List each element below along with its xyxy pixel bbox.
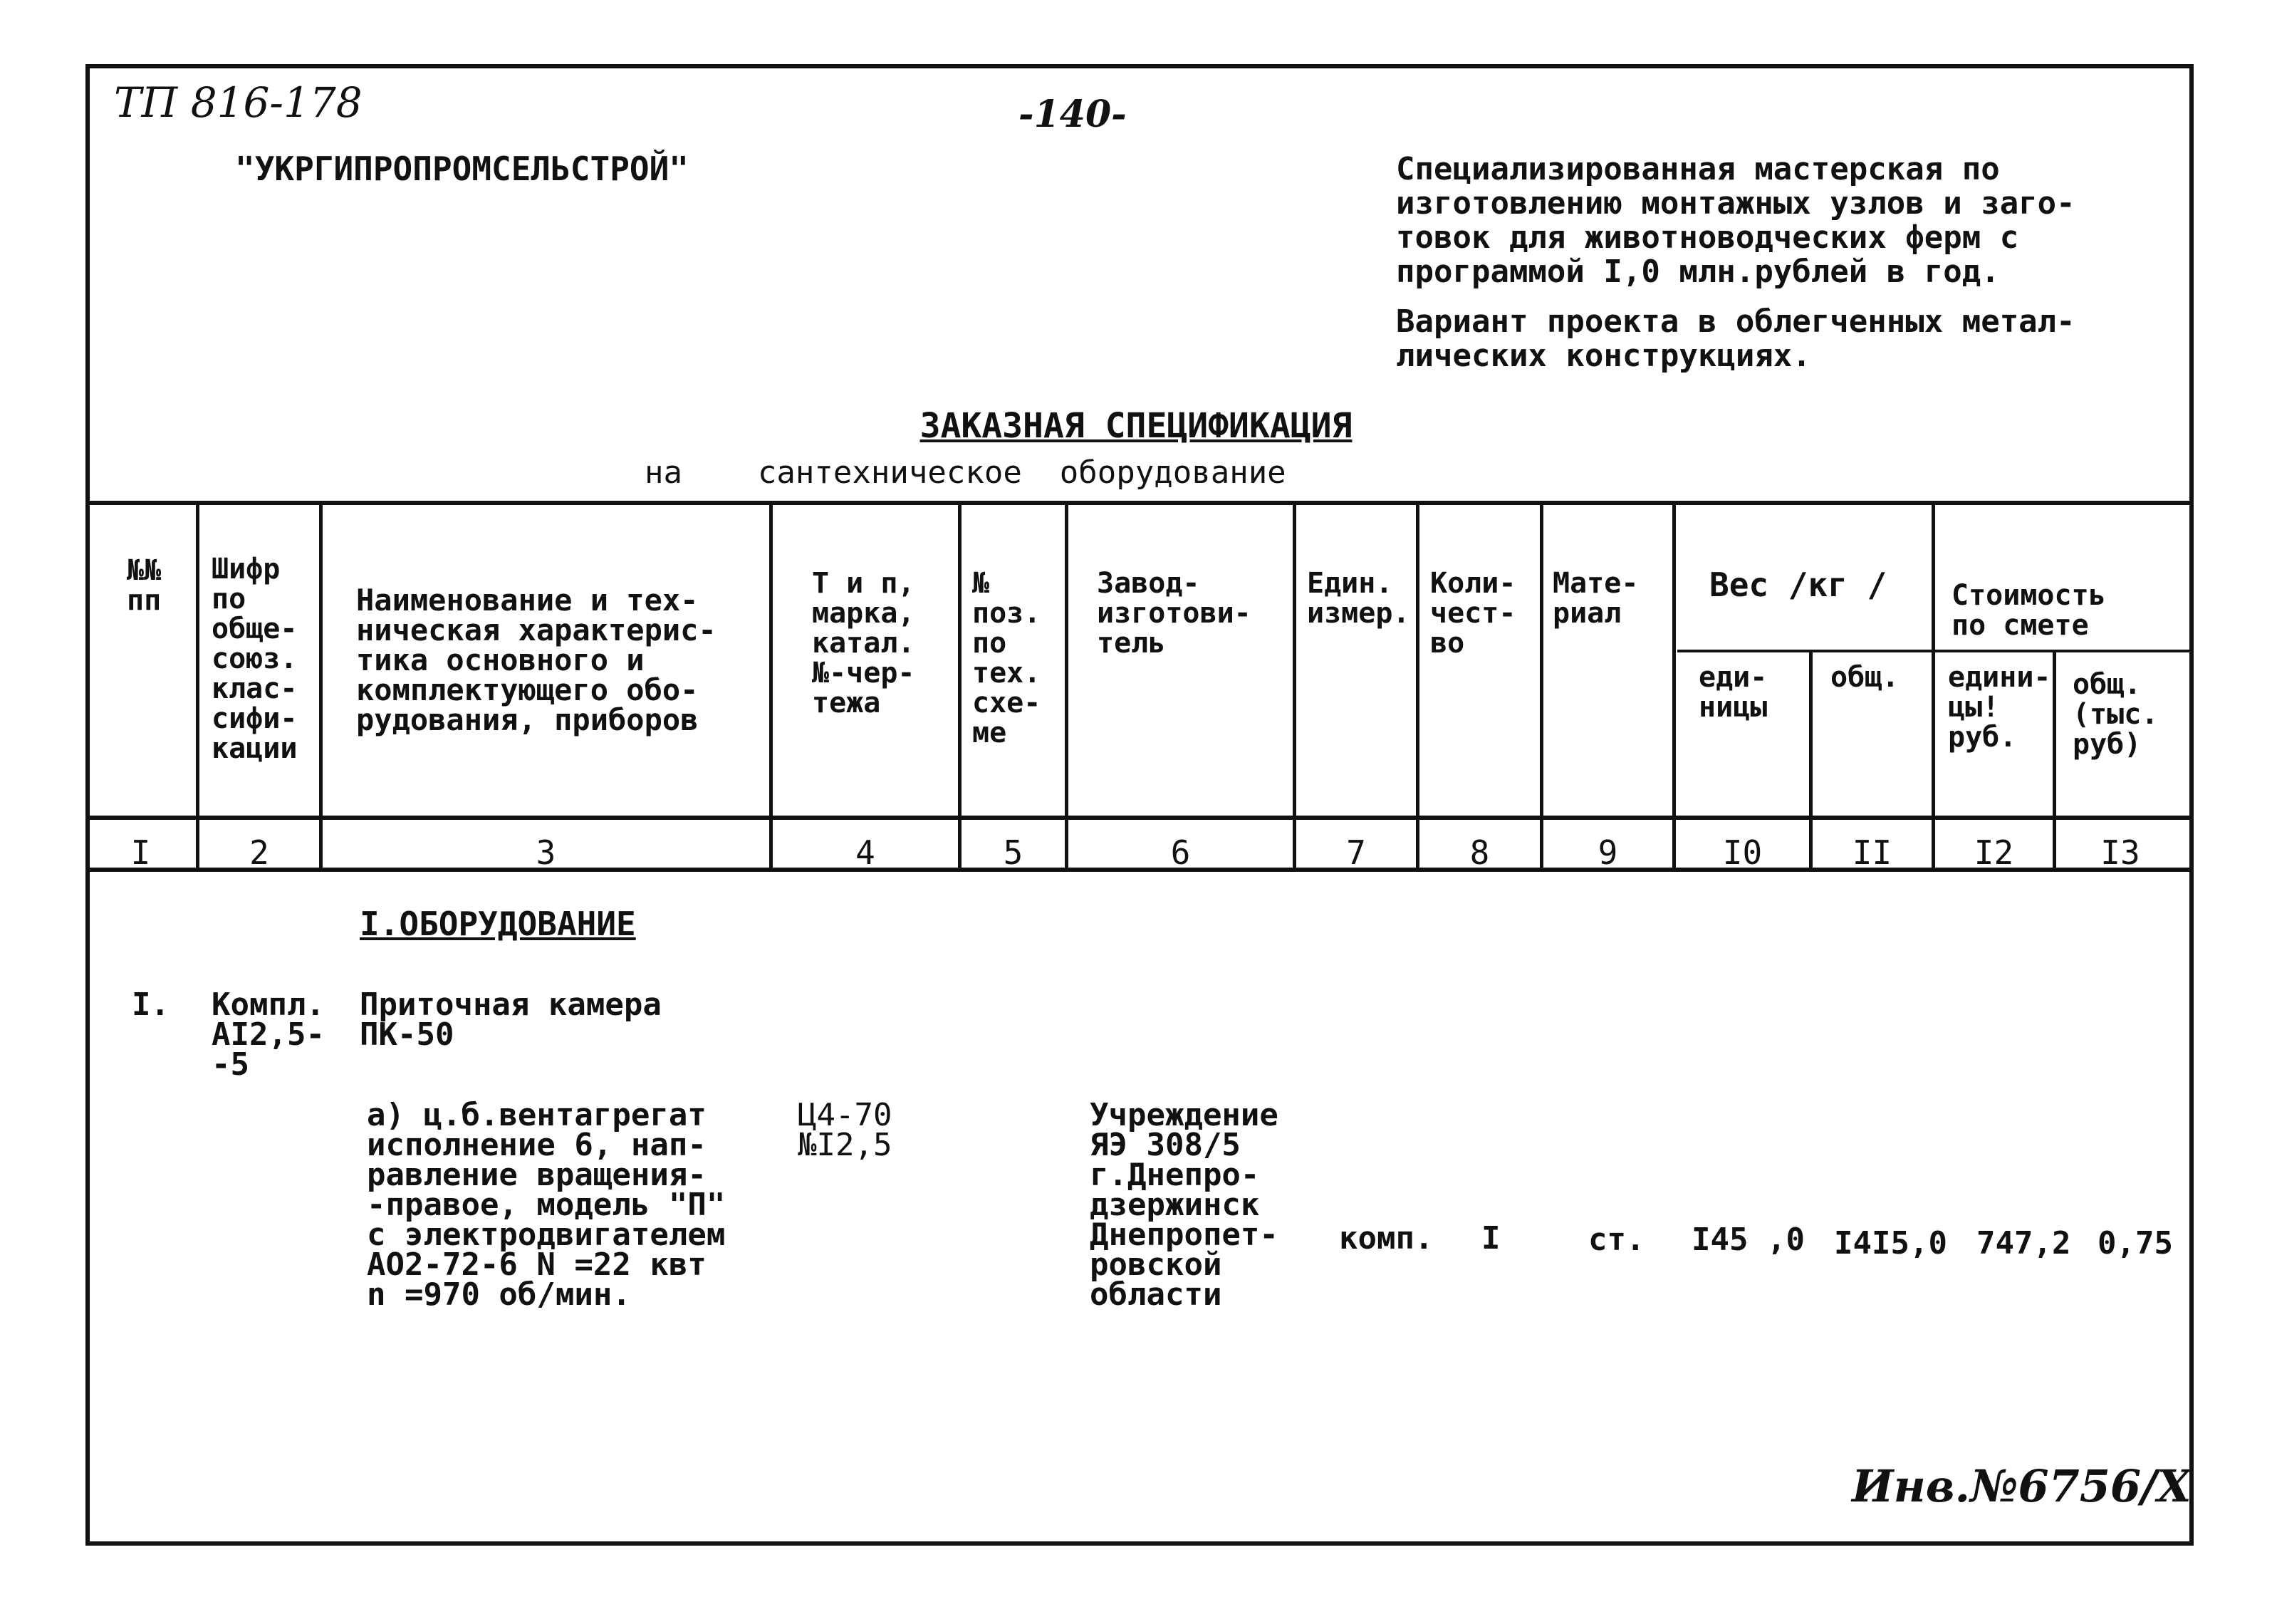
page-number: -140- <box>1018 93 1127 136</box>
column-number: I2 <box>1974 833 2014 872</box>
description-line: программой I,0 млн.рублей в год. <box>1396 254 2000 290</box>
header-unit: Един. измер. <box>1307 567 1410 630</box>
item-sub-description: а) ц.б.вентагрегат исполнение 6, нап- равление вращения- -правое, модель "П" с электродвигателем АО2-72-6 N =22 квт n =970 об/мин. <box>367 1097 726 1313</box>
col-divider <box>1065 502 1068 870</box>
col-divider <box>196 502 199 870</box>
item-material: ст. <box>1588 1222 1645 1258</box>
section-title: I.ОБОРУДОВАНИЕ <box>360 905 636 943</box>
header-quantity: Коли- чест- во <box>1430 567 1516 660</box>
column-number: 7 <box>1346 833 1366 872</box>
item-cost-total: 0,75 <box>2098 1225 2173 1261</box>
col-divider <box>1672 502 1676 870</box>
header-number: №№ пп <box>127 554 162 617</box>
header-material: Мате- риал <box>1553 567 1639 630</box>
col-divider <box>1416 502 1419 870</box>
col-divider <box>1293 502 1296 870</box>
header-type: Т и п, марка, катал. №-чер- тежа <box>812 567 915 719</box>
inventory-number: Инв.№6756/Х <box>1852 1460 2192 1512</box>
variant-line: лических конструкциях. <box>1396 338 1811 374</box>
col-divider <box>319 502 323 870</box>
header-cost-unit: едини- цы! руб. <box>1948 661 2051 754</box>
subheader-line <box>1677 650 2194 652</box>
column-number: 5 <box>1003 833 1023 872</box>
header-weight: Вес /кг / <box>1709 566 1887 604</box>
header-manufacturer: Завод- изготови- тель <box>1097 567 1251 660</box>
column-number: II <box>1852 833 1892 872</box>
column-number: I <box>130 833 151 872</box>
column-number: 9 <box>1598 833 1618 872</box>
header-cost: Стоимость по смете <box>1951 579 2106 642</box>
spec-subtitle: на сантехническое оборудование <box>645 454 1286 491</box>
item-cost-unit: 747,2 <box>1976 1225 2071 1261</box>
header-code: Шифр по обще- союз. клас- сифи- кации <box>212 553 298 765</box>
project-description <box>1396 152 2075 373</box>
item-manufacturer: Учреждение ЯЭ 308/5 г.Днепро- дзержинск Днепропет- ровской области <box>1090 1097 1278 1313</box>
item-weight-unit: I45 ,0 <box>1692 1222 1805 1258</box>
item-name: Приточная камера ПК-50 <box>360 987 662 1053</box>
column-number: 2 <box>249 833 269 872</box>
doc-code: ТП 816-178 <box>114 78 363 127</box>
table-top-line <box>85 501 2194 505</box>
column-number: 3 <box>536 833 556 872</box>
item-number: I. <box>132 987 170 1023</box>
header-bottom-line <box>85 816 2194 820</box>
spec-title: ЗАКАЗНАЯ СПЕЦИФИКАЦИЯ <box>919 406 1353 446</box>
description-line: товок для животноводческих ферм с <box>1396 219 2019 256</box>
organization: "УКРГИПРОПРОМСЕЛЬСТРОЙ" <box>235 150 689 188</box>
description-line: изготовлению монтажных узлов и заго- <box>1396 185 2075 222</box>
header-weight-unit: еди- ницы <box>1699 661 1768 724</box>
column-number: 4 <box>855 833 875 872</box>
item-code: Компл. AI2,5- -5 <box>212 987 325 1083</box>
col-divider <box>1540 502 1543 870</box>
column-number: I3 <box>2100 833 2140 872</box>
item-quantity: I <box>1481 1220 1501 1256</box>
header-position: № поз. по тех. схе- ме <box>972 567 1041 749</box>
column-number: I0 <box>1722 833 1763 872</box>
item-unit: комп. <box>1339 1220 1434 1256</box>
col-divider <box>958 502 962 870</box>
item-weight-total: I4I5,0 <box>1834 1225 1947 1261</box>
col-divider <box>769 502 773 870</box>
header-name: Наименование и тех- ническая характерис- тика основного и комплектующего обо- рудования, приборов <box>356 583 716 737</box>
description-line: Специализированная мастерская по <box>1396 151 2000 187</box>
variant-line: Вариант проекта в облегченных метал- <box>1396 303 2075 340</box>
item-type: Ц4-70 №I2,5 <box>798 1097 892 1163</box>
header-weight-total: общ. <box>1830 661 1900 694</box>
header-cost-total: общ. (тыс. руб) <box>2073 668 2159 761</box>
col-divider <box>1932 502 1935 870</box>
column-number: 6 <box>1170 833 1191 872</box>
column-number: 8 <box>1469 833 1490 872</box>
